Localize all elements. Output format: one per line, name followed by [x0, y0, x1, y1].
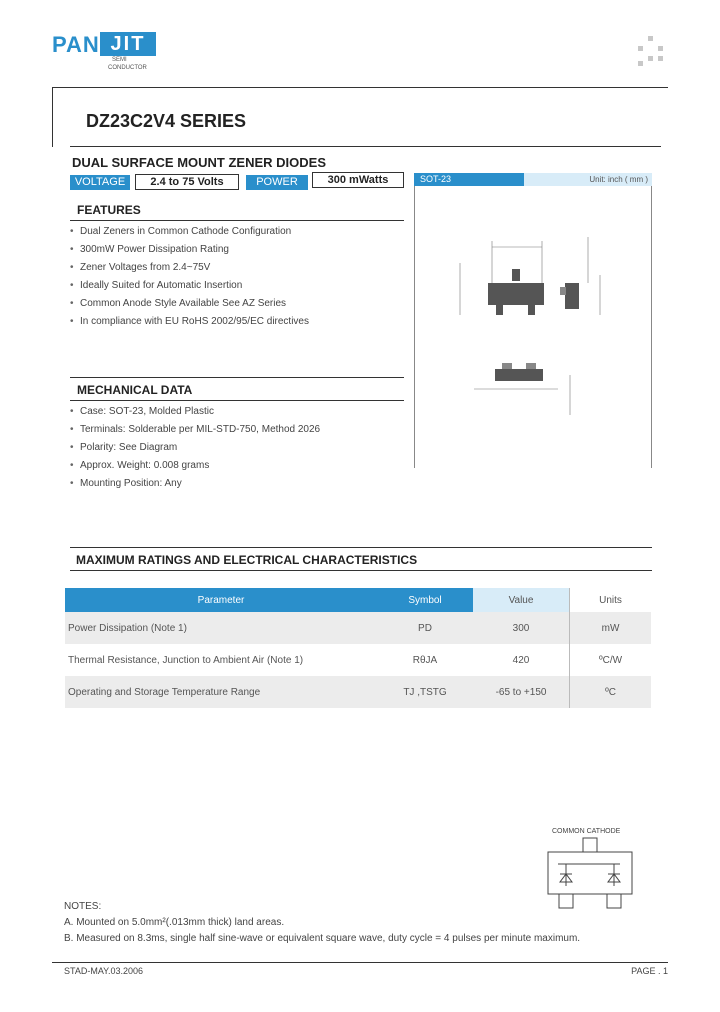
ratings-table — [65, 588, 651, 708]
footer-doc-id: STAD-MAY.03.2006 — [64, 966, 144, 976]
left-frame-line — [52, 87, 53, 147]
cell-symbol: RθJA — [412, 654, 438, 666]
list-item: • Approx. Weight: 0.008 grams — [70, 459, 405, 477]
brand-pan: PAN — [52, 32, 100, 57]
note-a: A. Mounted on 5.0mm²(.013mm thick) land areas. — [64, 917, 285, 928]
table-row — [65, 644, 651, 676]
cell-parameter: Power Dissipation (Note 1) — [68, 622, 187, 634]
features-rule — [70, 220, 404, 221]
cell-units: mW — [569, 612, 651, 644]
list-item: • Zener Voltages from 2.4~75V — [70, 261, 405, 279]
list-item: • Polarity: See Diagram — [70, 441, 405, 459]
col-units: Units — [569, 588, 651, 612]
col-symbol: Symbol — [377, 588, 473, 612]
package-bar — [414, 173, 652, 186]
table-row — [65, 612, 651, 644]
notes-heading: NOTES: — [64, 901, 102, 912]
footer-page: PAGE . 1 — [631, 966, 668, 976]
cell-parameter: Thermal Resistance, Junction to Ambient Air (Note 1) — [68, 654, 304, 666]
list-item: • Mounting Position: Any — [70, 477, 405, 495]
cell-parameter: Operating and Storage Temperature Range — [68, 686, 261, 698]
list-item: • Common Anode Style Available See AZ Series — [70, 297, 405, 315]
power-value: 300 mWatts — [312, 172, 404, 188]
list-item: • Terminals: Solderable per MIL-STD-750, Method 2026 — [70, 423, 405, 441]
cell-units: ºC/W — [569, 644, 651, 676]
ratings-top-rule — [70, 547, 652, 548]
note-b: B. Measured on 8.3ms, single half sine-wave or equivalent square wave, duty cycle = 4 pulses per minute maximum. — [64, 933, 581, 944]
title-rule — [70, 146, 661, 147]
header-rule — [52, 87, 668, 88]
diagram-label: COMMON CATHODE — [552, 828, 621, 835]
mechanical-top-rule — [70, 377, 404, 378]
list-item: • Dual Zeners in Common Cathode Configuration — [70, 225, 405, 243]
brand-conductor: CONDUCTOR — [108, 65, 147, 71]
sot23-package-drawing — [420, 225, 648, 425]
table-row — [65, 676, 651, 708]
mechanical-heading: MECHANICAL DATA — [77, 383, 193, 397]
brand-semi: SEMI — [112, 57, 127, 63]
corner-dots-decoration — [638, 36, 668, 66]
list-item: • In compliance with EU RoHS 2002/95/EC directives — [70, 315, 405, 333]
list-item: • 300mW Power Dissipation Rating — [70, 243, 405, 261]
footer-rule — [52, 962, 668, 963]
power-label: POWER — [246, 175, 308, 190]
brand-jit: JIT — [100, 32, 156, 56]
features-heading: FEATURES — [77, 203, 141, 217]
package-frame-left — [414, 186, 415, 468]
features-list — [70, 225, 405, 333]
package-name: SOT-23 — [414, 173, 524, 186]
list-item: • Ideally Suited for Automatic Insertion — [70, 279, 405, 297]
notes — [64, 900, 580, 948]
brand-logo — [52, 32, 162, 74]
package-frame-right — [651, 186, 652, 468]
col-parameter: Parameter — [65, 588, 377, 612]
mechanical-list — [70, 405, 405, 495]
col-value: Value — [473, 588, 569, 612]
voltage-value: 2.4 to 75 Volts — [135, 174, 239, 190]
cell-symbol: PD — [418, 622, 432, 634]
voltage-label: VOLTAGE — [70, 175, 130, 190]
mechanical-rule — [70, 400, 404, 401]
cell-symbol: TJ ,TSTG — [403, 686, 447, 698]
ratings-rule — [70, 570, 652, 571]
series-title: DZ23C2V4 SERIES — [86, 111, 247, 131]
subtitle: DUAL SURFACE MOUNT ZENER DIODES — [72, 155, 326, 170]
cell-value: 420 — [512, 654, 530, 666]
cell-units: ºC — [569, 676, 651, 708]
cell-value: -65 to +150 — [495, 686, 547, 698]
table-header-row — [65, 588, 651, 612]
cell-value: 300 — [512, 622, 530, 634]
list-item: • Case: SOT-23, Molded Plastic — [70, 405, 405, 423]
ratings-heading: MAXIMUM RATINGS AND ELECTRICAL CHARACTERISTICS — [76, 553, 418, 567]
package-unit: Unit: inch ( mm ) — [589, 175, 648, 184]
